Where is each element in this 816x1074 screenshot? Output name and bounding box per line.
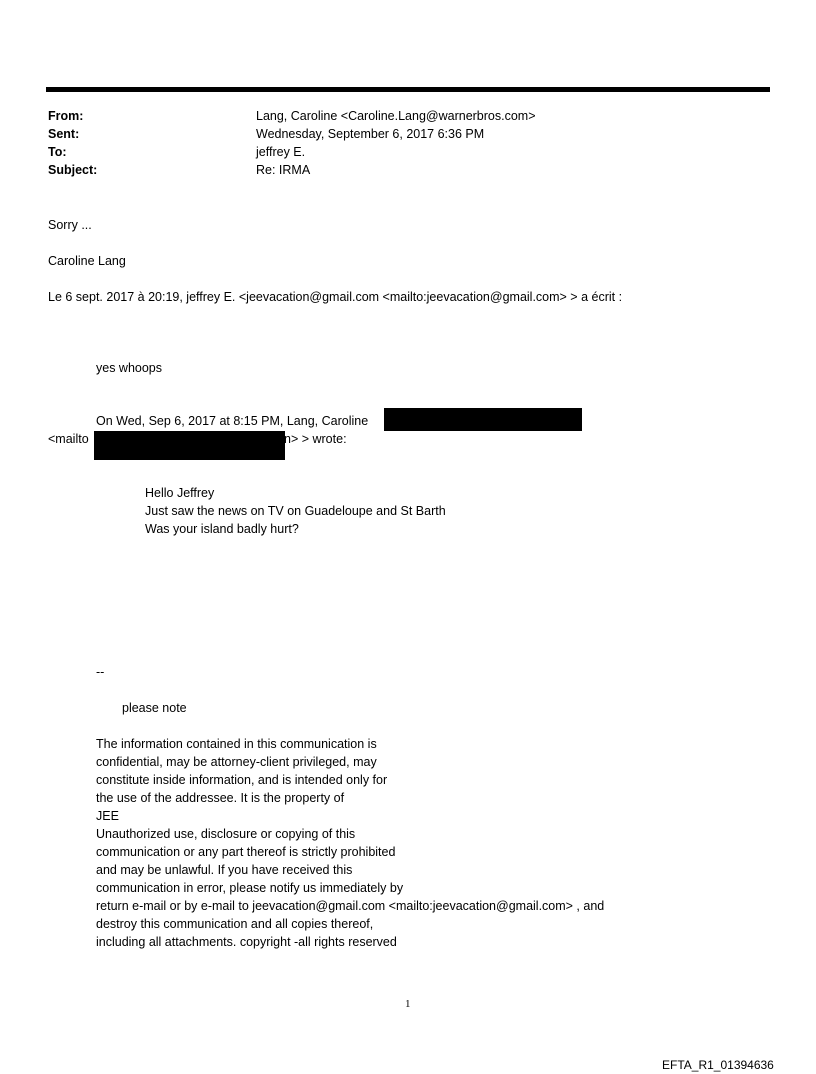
disclaimer-line: return e-mail or by e-mail to jeevacation@gmail.com <mailto:jeevacation@gmail.com> , and (96, 899, 605, 913)
from-value: Lang, Caroline <Caroline.Lang@warnerbros.com> (256, 109, 536, 123)
disclaimer-line: communication or any part thereof is strictly prohibited (96, 845, 396, 859)
subject-value: Re: IRMA (256, 163, 311, 177)
bates-number: EFTA_R1_01394636 (662, 1058, 774, 1072)
page-number: 1 (405, 998, 411, 1010)
disclaimer-line: confidential, may be attorney-client privileged, may (96, 755, 377, 769)
disclaimer-line: The information contained in this communication is (96, 737, 377, 751)
disclaimer-line: JEE (96, 809, 119, 823)
on-wrote-line-2-suffix: n> > wrote: (284, 432, 347, 446)
inner-line-2: Just saw the news on TV on Guadeloupe and St Barth (145, 504, 446, 518)
sent-value: Wednesday, September 6, 2017 6:36 PM (256, 127, 485, 141)
disclaimer-line: the use of the addressee. It is the property of (96, 791, 345, 805)
disclaimer-block (96, 735, 604, 951)
to-label: To: (48, 145, 67, 159)
on-wrote-line-1: On Wed, Sep 6, 2017 at 8:15 PM, Lang, Caroline (96, 414, 369, 428)
redaction-box (384, 408, 582, 431)
disclaimer-line: Unauthorized use, disclosure or copying of this (96, 827, 356, 841)
redaction-box (94, 431, 285, 460)
reply-text: yes whoops (96, 361, 163, 375)
signature-separator: -- (96, 665, 105, 679)
quote-intro: Le 6 sept. 2017 à 20:19, jeffrey E. <jeevacation@gmail.com <mailto:jeevacation@gmail.com> > a écrit : (48, 290, 623, 304)
disclaimer-line: and may be unlawful. If you have received this (96, 863, 353, 877)
disclaimer-line: constitute inside information, and is intended only for (96, 773, 388, 787)
disclaimer-line: communication in error, please notify us immediately by (96, 881, 404, 895)
to-value: jeffrey E. (256, 145, 306, 159)
inner-line-3: Was your island badly hurt? (145, 522, 299, 536)
please-note: please note (122, 701, 187, 715)
on-wrote-line-1-tail: ) (578, 414, 583, 428)
disclaimer-line: including all attachments. copyright -all rights reserved (96, 935, 397, 949)
signature-name: Caroline Lang (48, 254, 126, 268)
on-wrote-line-2-prefix: <mailto (48, 432, 89, 446)
body-line-sorry: Sorry ... (48, 218, 92, 232)
from-label: From: (48, 109, 84, 123)
inner-greeting: Hello Jeffrey (145, 486, 215, 500)
subject-label: Subject: (48, 163, 98, 177)
sent-label: Sent: (48, 127, 80, 141)
header-rule (46, 87, 770, 92)
disclaimer-line: destroy this communication and all copies thereof, (96, 917, 374, 931)
